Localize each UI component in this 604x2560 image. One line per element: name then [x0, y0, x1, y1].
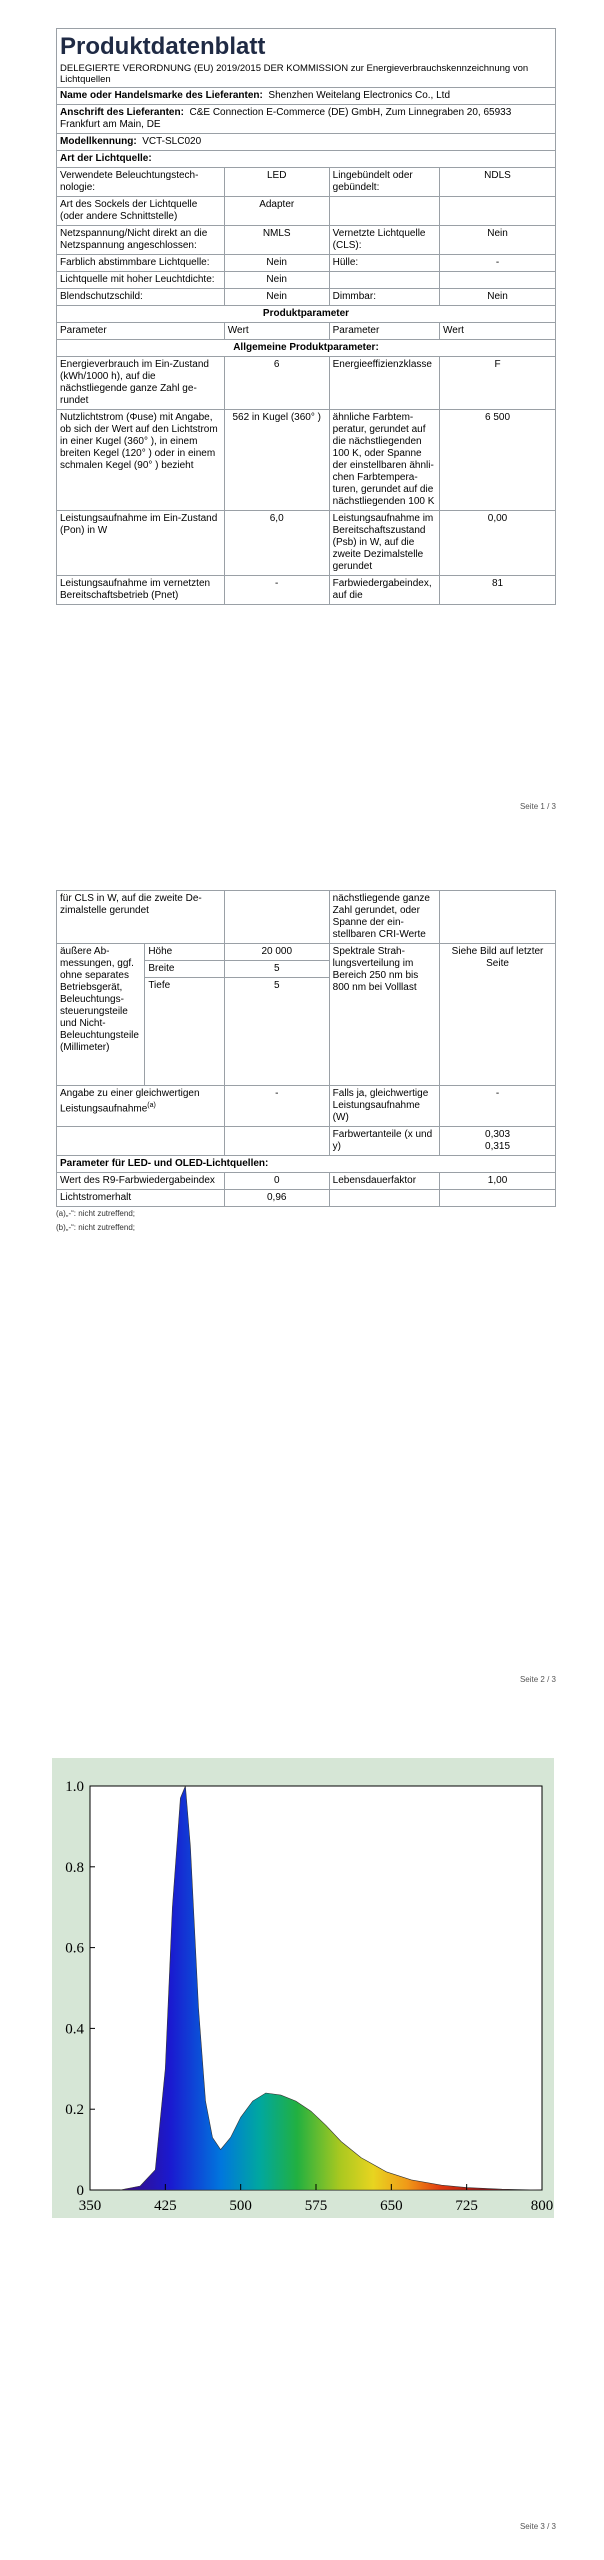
table-row	[57, 576, 556, 605]
lightsource-title: Art der Lichtquelle:	[57, 151, 556, 168]
page-1	[0, 0, 604, 840]
datasheet-table-1	[56, 28, 556, 605]
cell: -	[440, 255, 556, 272]
x-tick-label: 350	[78, 2198, 102, 2214]
y-tick-label: 0	[76, 2183, 84, 2199]
y-tick-label: 1.0	[65, 1779, 84, 1795]
table-row	[57, 1127, 556, 1156]
cell: Dimmbar:	[329, 289, 439, 306]
table-row	[57, 226, 556, 255]
datasheet-page-1	[56, 28, 556, 605]
cell: 1,00	[440, 1173, 556, 1190]
chroma-y: 0,315	[485, 1141, 511, 1152]
cell	[440, 1127, 556, 1156]
cell: Art des Sockels der Lichtquelle (oder andere Schnittstelle)	[57, 197, 225, 226]
cell: nächstliegende ganze Zahl gerundet, oder Spanne der einstellbaren CRI-Werte	[329, 891, 439, 944]
y-tick-label: 0.8	[65, 1859, 84, 1876]
cell: Vernetzte Lichtquelle (CLS):	[329, 226, 439, 255]
general-params-title: Allgemeine Produktparameter:	[57, 340, 556, 357]
column-header: Wert	[440, 323, 556, 340]
footnote-a: (a)„-“: nicht zutreffend;	[56, 1209, 135, 1218]
cell: Nein	[224, 289, 329, 306]
x-tick-label: 425	[154, 2198, 177, 2214]
y-tick-label: 0.6	[65, 1940, 84, 1957]
table-row	[57, 255, 556, 272]
cell: Energieeffizienzklasse	[329, 357, 439, 410]
cell: 81	[440, 576, 556, 605]
x-tick-label: 500	[229, 2198, 252, 2214]
page-title: Produktdatenblatt	[57, 29, 556, 62]
supplier-name-label: Name oder Handelsmarke des Lieferanten:	[60, 90, 263, 101]
column-header: Parameter	[329, 323, 439, 340]
cell: Leistungsaufnahme im vernetzten Bereitschaftsbetrieb (Pnet)	[57, 576, 225, 605]
cell: Nein	[224, 255, 329, 272]
supplier-name-value: Shenzhen Weitelang Electronics Co., Ltd	[268, 90, 451, 101]
supplier-address-label: Anschrift des Lieferanten:	[60, 107, 184, 118]
cell: Lichtstromerhalt	[57, 1190, 225, 1207]
table-row	[57, 511, 556, 576]
cell: LED	[224, 168, 329, 197]
cell	[224, 891, 329, 944]
footnote-b: (b)„-“: nicht zutreffend;	[56, 1223, 135, 1232]
cell	[440, 272, 556, 289]
cell: Wert des R9-Farbwiedergabeindex	[57, 1173, 225, 1190]
model-label: Modellkennung:	[60, 136, 137, 147]
spectrum-figure	[52, 1758, 554, 2218]
table-row	[57, 891, 556, 944]
cell: Lichtquelle mit hoher Leuchtdichte:	[57, 272, 225, 289]
column-header: Parameter	[57, 323, 225, 340]
cell	[440, 891, 556, 944]
cell	[224, 1127, 329, 1156]
table-row	[57, 289, 556, 306]
y-tick-label: 0.2	[65, 2102, 84, 2119]
y-tick-label: 0.4	[65, 2021, 84, 2038]
footnote-ref: (a)	[147, 1102, 156, 1109]
page-number: Seite 1 / 3	[519, 802, 556, 811]
supplier-address-row	[57, 105, 556, 134]
cell: Nutzlichtstrom (Φuse) mit Angabe, ob sich der Wert auf den Lichtstrom in einer Kugel (360° ), in einem breiten Kegel (120° ) oder in einem schmalen Kegel (90° ) bezieht	[57, 410, 225, 511]
table-row	[57, 197, 556, 226]
cell: Lingebündelt oder gebündelt:	[329, 168, 439, 197]
x-tick-label: 725	[455, 2198, 478, 2214]
cell: NDLS	[440, 168, 556, 197]
cell	[57, 1086, 225, 1127]
datasheet-table-2	[56, 890, 556, 1207]
cell: Nein	[224, 272, 329, 289]
cell: Leistungsaufnahme im Ein-Zustand (Pon) in W	[57, 511, 225, 576]
cell	[440, 1190, 556, 1207]
model-value: VCT-SLC020	[142, 136, 202, 147]
table-row	[57, 410, 556, 511]
cell: Farblich abstimmbare Lichtquelle:	[57, 255, 225, 272]
cell: 0,00	[440, 511, 556, 576]
table-row	[57, 1086, 556, 1127]
cell: 6 500	[440, 410, 556, 511]
cell: 0,96	[224, 1190, 329, 1207]
led-params-title: Parameter für LED- und OLED-Lichtquellen:	[57, 1156, 556, 1173]
params-title: Produktparameter	[57, 306, 556, 323]
cell: Blendschutzschild:	[57, 289, 225, 306]
cell: F	[440, 357, 556, 410]
params-header-row	[57, 323, 556, 340]
cell: Leistungsaufnahme im Bereitschaftszustand (Psb) in W, auf die zweite Dezimalstelle gerundet	[329, 511, 439, 576]
cell	[57, 1127, 225, 1156]
x-tick-label: 800	[530, 2198, 554, 2214]
cell	[440, 197, 556, 226]
cell: 6,0	[224, 511, 329, 576]
cell: 5	[224, 978, 329, 1086]
cell: Tiefe	[145, 978, 224, 1086]
cell: Netzspannung/Nicht direkt an die Netzspannung angeschlossen:	[57, 226, 225, 255]
cell	[329, 197, 439, 226]
cell: Farbwiedergabeindex, auf die	[329, 576, 439, 605]
cell	[329, 272, 439, 289]
regulation-subtitle: DELEGIERTE VERORDNUNG (EU) 2019/2015 DER KOMMISSION zur Energieverbrauchskennzeichnung von Lichtquellen	[57, 61, 556, 88]
table-row	[57, 272, 556, 289]
cell: ähnliche Farbtemperatur, gerundet auf die nächstliegenden 100 K, oder Spanne der einstellbaren ähnlichen Farbtemperaturen, gerundet auf die nächstliegenden 100 K	[329, 410, 439, 511]
cell: Adapter	[224, 197, 329, 226]
x-tick-label: 650	[380, 2198, 403, 2214]
cell: -	[224, 1086, 329, 1127]
table-row	[57, 1190, 556, 1207]
page-3	[0, 1730, 604, 2560]
cell: Energieverbrauch im Ein-Zustand (kWh/1000 h), auf die nächstliegende ganze Zahl gerundet	[57, 357, 225, 410]
dimensions-label: äußere Abmessungen, ggf. ohne separates Betriebsgerät, Beleuchtungssteuerungsteile und Nicht-Beleuchtungsteile (Millimeter)	[57, 944, 145, 1086]
cell: Lebensdauerfaktor	[329, 1173, 439, 1190]
spectral-label: Spektrale Strahlungsverteilung im Bereich 250 nm bis 800 nm bei Volllast	[329, 944, 439, 1086]
cell: 6	[224, 357, 329, 410]
table-row	[57, 357, 556, 410]
cell: 20 000	[224, 944, 329, 961]
cell: Höhe	[145, 944, 224, 961]
cell: Nein	[440, 289, 556, 306]
page-number: Seite 2 / 3	[519, 1675, 556, 1684]
cell: Falls ja, gleichwertige Leistungsaufnahme (W)	[329, 1086, 439, 1127]
cell: -	[440, 1086, 556, 1127]
cell: für CLS in W, auf die zweite Dezimalstelle gerundet	[57, 891, 225, 944]
cell: Farbwertanteile (x und y)	[329, 1127, 439, 1156]
cell: Hülle:	[329, 255, 439, 272]
supplier-address-value: C&E Connection E-Commerce (DE) GmbH, Zum Linnegraben 20, 65933 Frankfurt am Main, DE	[60, 107, 512, 130]
cell	[329, 1190, 439, 1207]
column-header: Wert	[224, 323, 329, 340]
spectrum-chart	[52, 1758, 554, 2218]
table-row	[57, 1173, 556, 1190]
model-row	[57, 134, 556, 151]
equiv-label: Angabe zu einer gleichwertigen Leistungsaufnahme	[60, 1088, 200, 1115]
spectral-value: Siehe Bild auf letzter Seite	[440, 944, 556, 1086]
cell: Verwendete Beleuchtungstechnologie:	[57, 168, 225, 197]
datasheet-page-2	[56, 890, 556, 1235]
cell: 562 in Kugel (360° )	[224, 410, 329, 511]
page-number: Seite 3 / 3	[519, 2522, 556, 2531]
supplier-name-row	[57, 88, 556, 105]
cell: 0	[224, 1173, 329, 1190]
cell: 5	[224, 961, 329, 978]
cell: NMLS	[224, 226, 329, 255]
cell: Breite	[145, 961, 224, 978]
page-2	[0, 860, 604, 1720]
table-row	[57, 944, 556, 961]
x-tick-label: 575	[304, 2198, 328, 2214]
table-row	[57, 168, 556, 197]
cell: -	[224, 576, 329, 605]
chroma-x: 0,303	[485, 1129, 511, 1140]
cell: Nein	[440, 226, 556, 255]
